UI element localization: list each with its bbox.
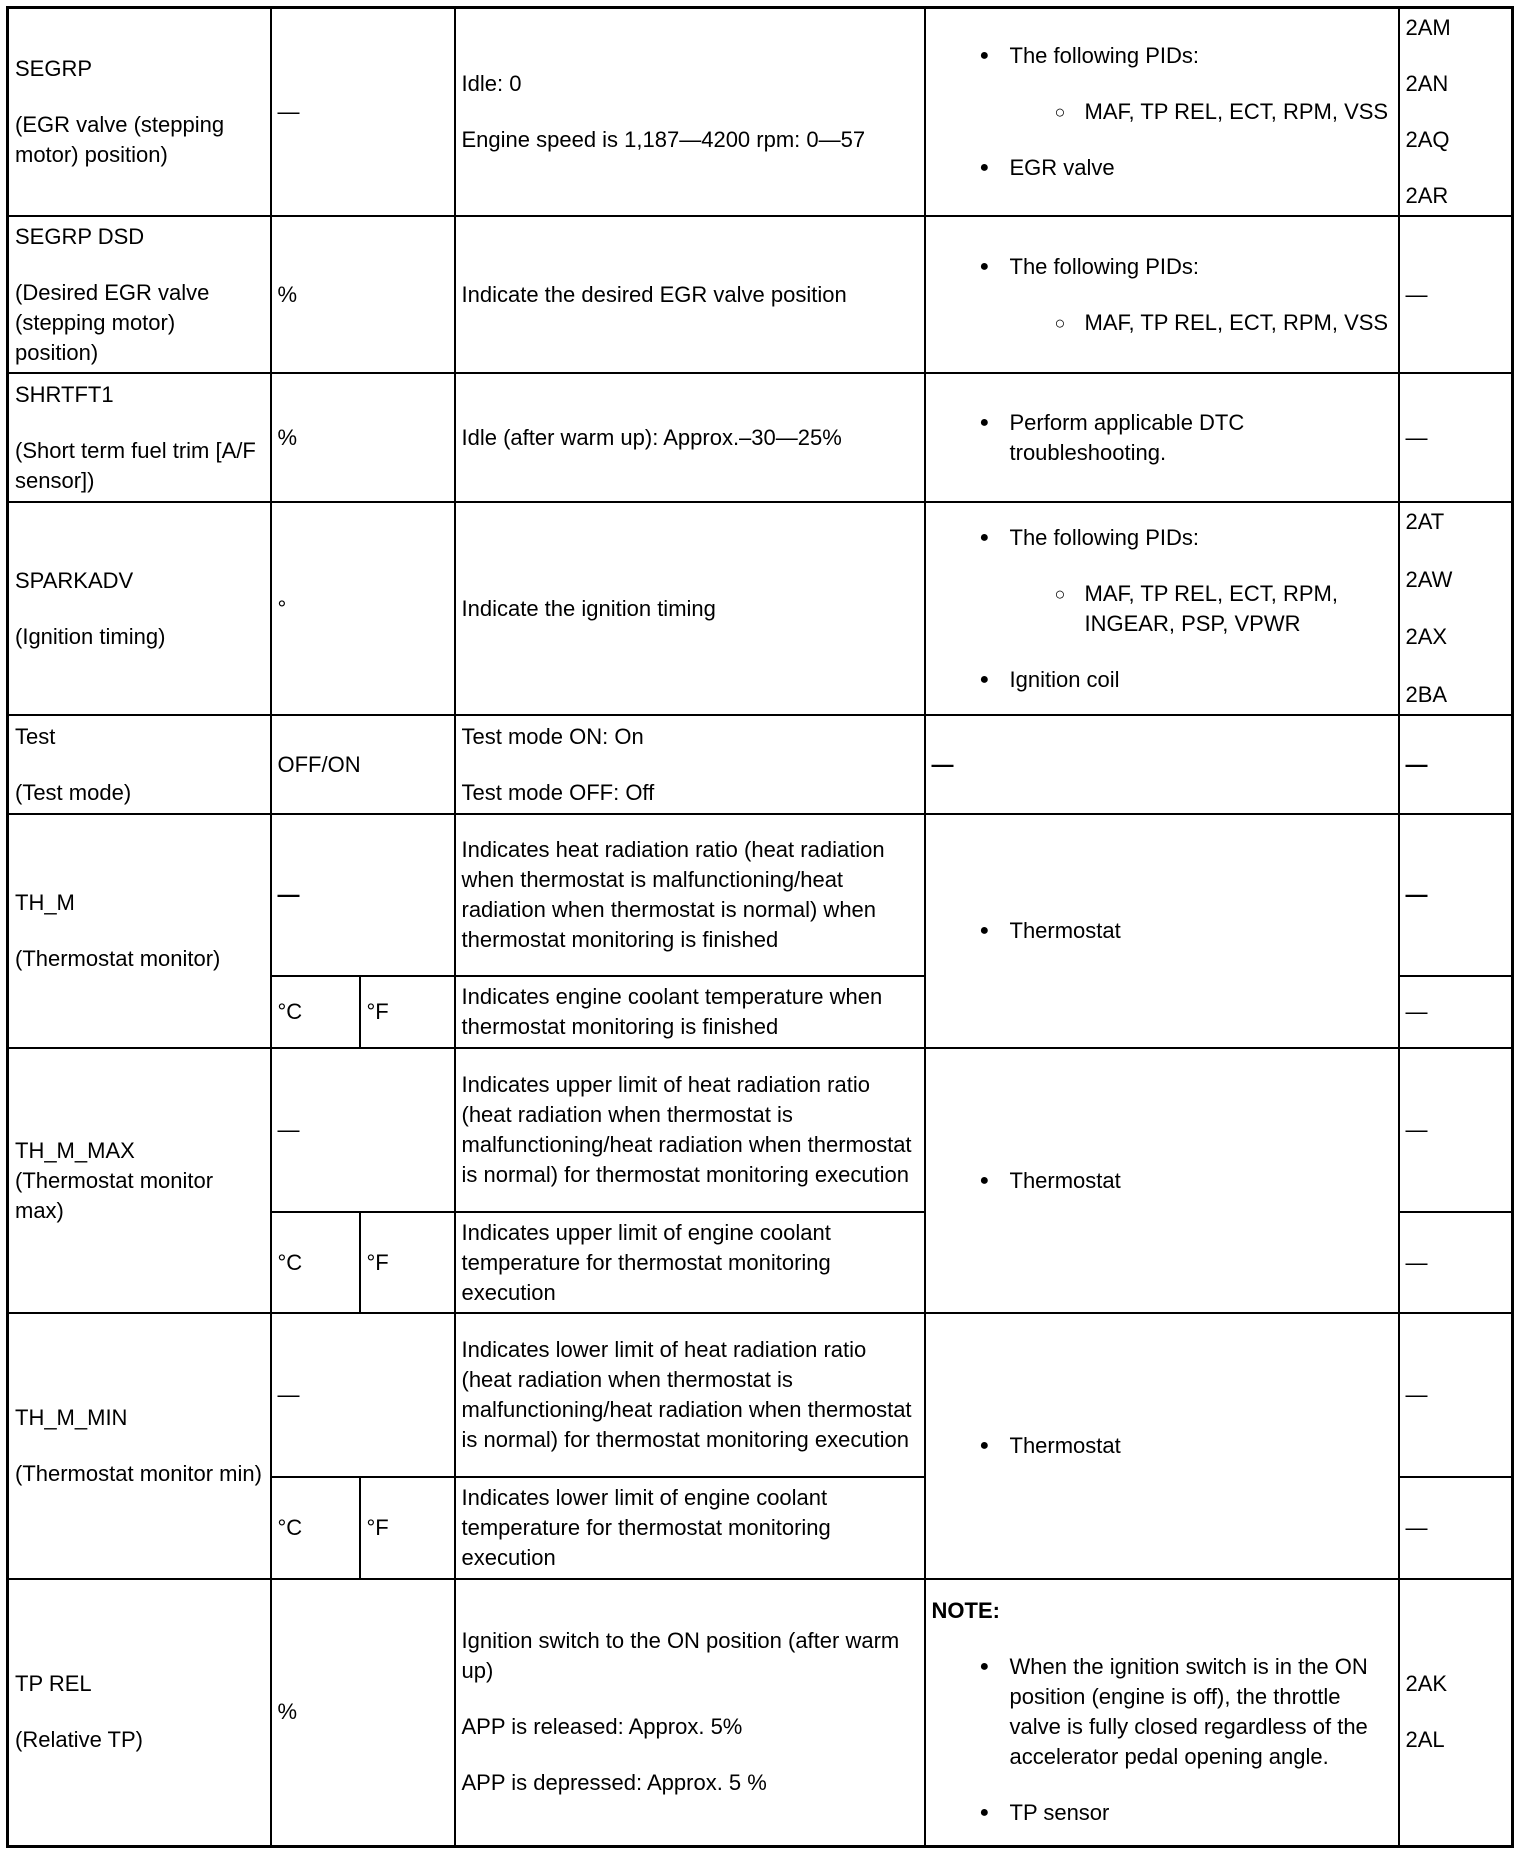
- diagnosis-cell: [925, 814, 1399, 1048]
- table-row: [8, 373, 1513, 502]
- diagnosis-cell: [925, 502, 1399, 715]
- pid-id-cell: [1399, 502, 1513, 715]
- condition-text: Indicate the ignition timing: [461, 595, 716, 621]
- pid-name: SEGRP DSD: [15, 223, 145, 249]
- bullet-item: ● Perform applicable DTC troubleshooting.: [980, 408, 1392, 468]
- pid-description: (Ignition timing): [15, 623, 166, 649]
- pid-id: 2AN: [1405, 71, 1449, 96]
- condition-cell: [455, 8, 925, 217]
- pid-id-cell: —: [1399, 1212, 1513, 1313]
- pid-description: (Short term fuel trim [A/F sensor]): [15, 437, 256, 493]
- pid-description: (Desired EGR valve (stepping motor) position): [15, 279, 210, 365]
- pid-name: SHRTFT1: [15, 381, 114, 407]
- pid-name: TP REL: [15, 1671, 92, 1697]
- condition-cell: Indicates engine coolant temperature when thermostat monitoring is finished: [455, 976, 925, 1048]
- condition-text: Test mode ON: On: [461, 723, 644, 749]
- condition-cell: Indicates upper limit of engine coolant temperature for thermostat monitoring execution: [455, 1212, 925, 1313]
- pid-name: TH_M_MAX: [15, 1137, 135, 1163]
- unit-cell: —: [271, 1313, 455, 1477]
- unit-cell: °: [271, 502, 455, 715]
- table-row: [8, 814, 1513, 976]
- table-row: [8, 502, 1513, 715]
- note-label: NOTE:: [931, 1598, 1000, 1624]
- diagnosis-cell: [925, 216, 1399, 373]
- pid-id: 2BA: [1405, 681, 1448, 707]
- sub-bullet-item: ○ MAF, TP REL, ECT, RPM, INGEAR, PSP, VPWR: [1055, 579, 1392, 639]
- pid-id-cell: —: [1399, 1048, 1513, 1212]
- table-row: [8, 1048, 1513, 1212]
- unit-cell: %: [271, 216, 455, 373]
- pid-name: SEGRP: [15, 56, 93, 81]
- pid-description: (EGR valve (stepping motor) position): [15, 112, 225, 167]
- bullet-item: ● The following PIDs:: [980, 523, 1392, 553]
- condition-cell: [455, 715, 925, 814]
- pid-name-cell: [8, 1313, 271, 1579]
- pid-description: (Test mode): [15, 779, 132, 805]
- table-row: [8, 1579, 1513, 1846]
- condition-text: Indicates lower limit of heat radiation ratio (heat radiation when thermostat is malfunctioning/heat radiation when thermostat is normal) for thermostat monitoring execution: [461, 1337, 912, 1452]
- condition-text: Ignition switch to the ON position (after warm up): [461, 1628, 900, 1684]
- condition-cell: [455, 1579, 925, 1846]
- pid-name-cell: [8, 502, 271, 715]
- table-row: [8, 1313, 1513, 1477]
- condition-text: Indicates heat radiation ratio (heat radiation when thermostat is malfunctioning/heat radiation when thermostat is normal) when thermostat monitoring is finished: [461, 837, 885, 952]
- pid-monitor-table: [6, 6, 1514, 1848]
- condition-text: Idle: 0: [461, 71, 522, 96]
- condition-cell: [455, 373, 925, 502]
- condition-cell: [455, 814, 925, 976]
- sub-bullet-item: ○ MAF, TP REL, ECT, RPM, VSS: [1055, 308, 1392, 338]
- sub-bullet-item: ○ MAF, TP REL, ECT, RPM, VSS: [1055, 97, 1392, 127]
- pid-description: (Thermostat monitor min): [15, 1461, 262, 1486]
- pid-name-cell: [8, 216, 271, 373]
- pid-description: (Thermostat monitor max): [15, 1167, 214, 1223]
- condition-text: APP is depressed: Approx. 5 %: [461, 1770, 767, 1796]
- bullet-item: ● Thermostat: [980, 1431, 1392, 1461]
- unit-cell: %: [271, 1579, 455, 1846]
- bullet-item: ● TP sensor: [980, 1798, 1392, 1828]
- pid-name: Test: [15, 723, 56, 749]
- unit-cell: %: [271, 373, 455, 502]
- condition-text: Idle (after warm up): Approx.–30—25%: [461, 424, 842, 450]
- pid-id-cell: —: [1399, 216, 1513, 373]
- unit-fahrenheit-cell: °F: [360, 1477, 455, 1579]
- pid-id-cell: —: [1399, 373, 1513, 502]
- pid-id: 2AR: [1405, 183, 1449, 208]
- table-row: [8, 715, 1513, 814]
- condition-text: Test mode OFF: Off: [461, 779, 655, 805]
- pid-name-cell: [8, 1579, 271, 1846]
- diagnosis-cell: [925, 1579, 1399, 1846]
- bullet-item: ● EGR valve: [980, 153, 1392, 183]
- pid-id: 2AT: [1405, 509, 1445, 534]
- unit-celsius-cell: °C: [271, 976, 360, 1048]
- condition-text: Engine speed is 1,187—4200 rpm: 0—57: [461, 127, 866, 152]
- bullet-item: ● The following PIDs:: [980, 41, 1392, 71]
- pid-id-cell: [1399, 1579, 1513, 1846]
- bullet-item: ● Thermostat: [980, 1166, 1392, 1196]
- pid-name: TH_M_MIN: [15, 1405, 128, 1430]
- pid-id: 2AL: [1405, 1727, 1445, 1753]
- diagnosis-cell: [925, 8, 1399, 217]
- unit-cell: —: [271, 814, 455, 976]
- pid-name-cell: [8, 373, 271, 502]
- bullet-item: ● Thermostat: [980, 916, 1392, 946]
- pid-name-cell: [8, 715, 271, 814]
- pid-id-cell: —: [1399, 1313, 1513, 1477]
- diagnosis-cell: —: [925, 715, 1399, 814]
- pid-name-cell: [8, 8, 271, 217]
- condition-cell: [455, 1313, 925, 1477]
- condition-text: APP is released: Approx. 5%: [461, 1714, 743, 1740]
- condition-text: Indicates upper limit of heat radiation ratio (heat radiation when thermostat is malfunctioning/heat radiation when thermostat is normal) for thermostat monitoring execution: [461, 1072, 912, 1187]
- pid-name: SPARKADV: [15, 567, 134, 593]
- pid-id-cell: —: [1399, 814, 1513, 976]
- condition-cell: [455, 1048, 925, 1212]
- pid-id: 2AM: [1405, 15, 1451, 40]
- pid-id-cell: —: [1399, 715, 1513, 814]
- pid-description: (Relative TP): [15, 1727, 143, 1753]
- bullet-item: ● Ignition coil: [980, 665, 1392, 695]
- pid-id-cell: —: [1399, 976, 1513, 1048]
- unit-fahrenheit-cell: °F: [360, 976, 455, 1048]
- pid-name-cell: [8, 1048, 271, 1313]
- unit-cell: —: [271, 1048, 455, 1212]
- diagnosis-cell: [925, 1313, 1399, 1579]
- bullet-item: ● When the ignition switch is in the ON position (engine is off), the throttle valve is fully closed regardless of the accelerator pedal opening angle.: [980, 1652, 1392, 1772]
- condition-cell: [455, 502, 925, 715]
- pid-id: 2AX: [1405, 624, 1448, 650]
- table-row: [8, 216, 1513, 373]
- table-row: [8, 8, 1513, 217]
- pid-id: 2AQ: [1405, 127, 1450, 152]
- pid-id-cell: —: [1399, 1477, 1513, 1579]
- unit-fahrenheit-cell: °F: [360, 1212, 455, 1313]
- pid-id: 2AK: [1405, 1671, 1448, 1697]
- pid-name: TH_M: [15, 890, 75, 915]
- unit-cell: —: [271, 8, 455, 217]
- unit-cell: OFF/ON: [271, 715, 455, 814]
- unit-celsius-cell: °C: [271, 1477, 360, 1579]
- diagnosis-cell: [925, 373, 1399, 502]
- unit-celsius-cell: °C: [271, 1212, 360, 1313]
- pid-id: 2AW: [1405, 566, 1453, 592]
- bullet-item: ● The following PIDs:: [980, 252, 1392, 282]
- diagnosis-cell: [925, 1048, 1399, 1313]
- pid-description: (Thermostat monitor): [15, 946, 221, 971]
- condition-cell: [455, 216, 925, 373]
- condition-cell: Indicates lower limit of engine coolant temperature for thermostat monitoring execution: [455, 1477, 925, 1579]
- pid-name-cell: [8, 814, 271, 1048]
- pid-id-cell: [1399, 8, 1513, 217]
- condition-text: Indicate the desired EGR valve position: [461, 281, 847, 307]
